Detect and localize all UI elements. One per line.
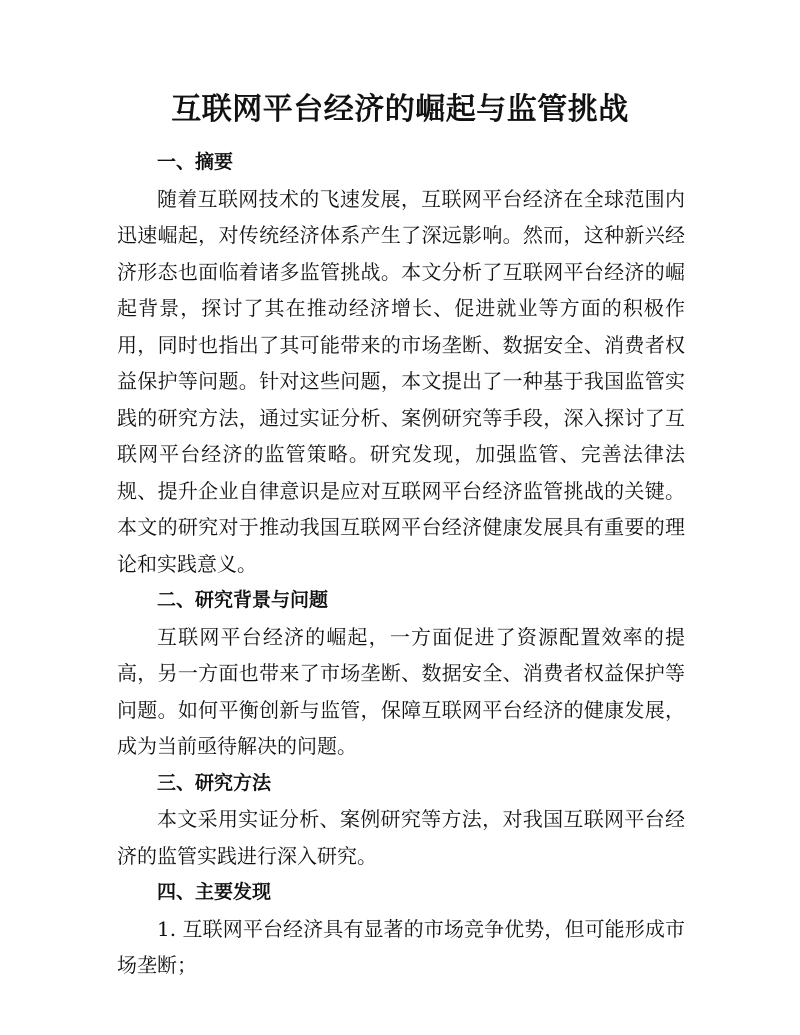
paragraph: 本文采用实证分析、案例研究等方法，对我国互联网平台经济的监管实践进行深入研究。: [117, 807, 685, 868]
paragraph: 随着互联网技术的飞速发展，互联网平台经济在全球范围内迅速崛起，对传统经济体系产生了深远影响。然而，这种新兴经济形态也面临着诸多监管挑战。本文分析了互联网平台经济的崛起背景，探讨了其在推动经济增长、促进就业等方面的积极作用，同时也指出了其可能带来的市场垄断、数据安全、消费者权益保护等问题。针对这些问题，本文提出了一种基于我国监管实践的研究方法，通过实证分析、案例研究等手段，深入探讨了互联网平台经济的监管策略。研究发现，加强监管、完善法律法规、提升企业自律意识是应对互联网平台经济监管挑战的关键。本文的研究对于推动我国互联网平台经济健康发展具有重要的理论和实践意义。: [117, 186, 685, 576]
section-abstract: [117, 144, 685, 582]
section-methods: [117, 765, 685, 875]
section-heading: 二、研究背景与问题: [157, 589, 329, 611]
paragraph: 互联网平台经济的崛起，一方面促进了资源配置效率的提高，另一方面也带来了市场垄断、数据安全、消费者权益保护等问题。如何平衡创新与监管，保障互联网平台经济的健康发展，成为当前亟待解决的问题。: [117, 624, 685, 758]
section-background: [117, 582, 685, 765]
list-item: 1. 互联网平台经济具有显著的市场竞争优势，但可能形成市场垄断；: [117, 916, 685, 977]
section-heading: 三、研究方法: [157, 771, 272, 794]
section-heading: 一、摘要: [157, 151, 234, 173]
document-body: [117, 144, 685, 984]
section-findings: [117, 874, 685, 984]
document-title: 互联网平台经济的崛起与监管挑战: [171, 92, 629, 127]
section-heading: 四、主要发现: [157, 881, 272, 903]
